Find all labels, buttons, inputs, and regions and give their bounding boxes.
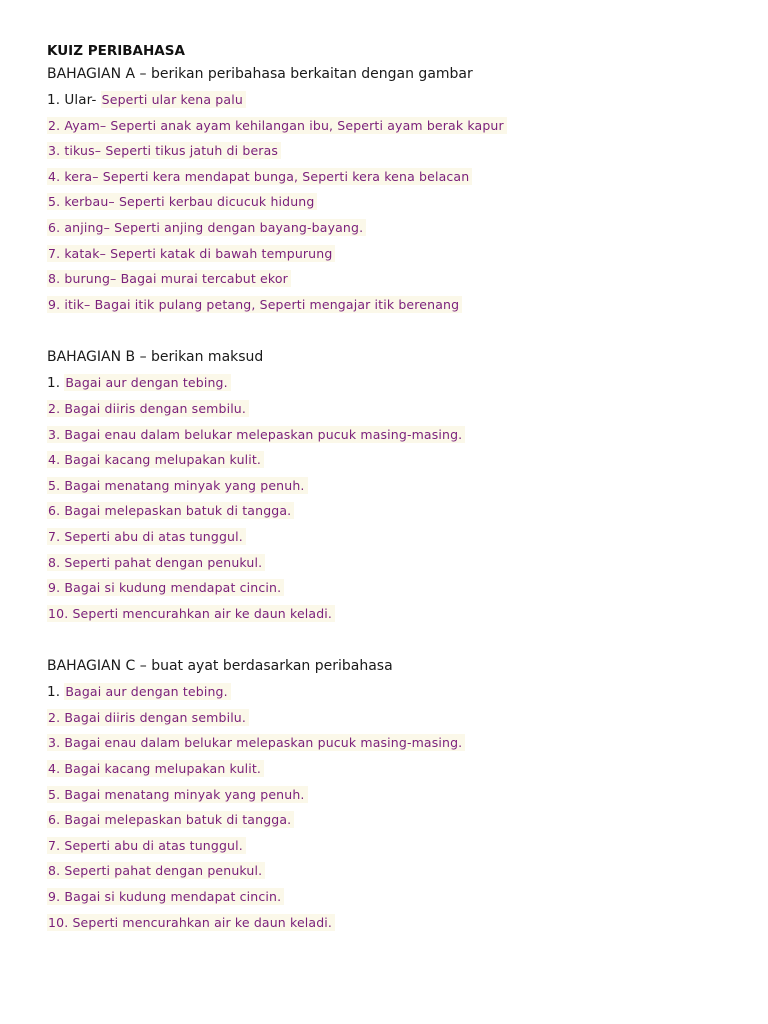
item-number: 6. xyxy=(48,503,61,519)
list-item xyxy=(47,501,737,527)
item-prefix: itik– xyxy=(64,296,91,312)
item-answer: Bagai aur dengan tebing. xyxy=(64,374,230,391)
item-number: 8. xyxy=(48,863,61,879)
document-title: KUIZ PERIBAHASA xyxy=(47,43,185,59)
section-spacer xyxy=(47,629,737,656)
list-item xyxy=(47,913,737,939)
list-item xyxy=(47,578,737,604)
item-answer: Seperti pahat dengan penukul. xyxy=(64,863,263,879)
list-item xyxy=(47,450,737,476)
item-number: 9. xyxy=(48,580,61,596)
list-item xyxy=(47,708,737,734)
item-answer: Seperti abu di atas tunggul. xyxy=(64,528,243,544)
item-number: 8. xyxy=(48,271,61,287)
item-number: 9. xyxy=(48,889,61,905)
section-c xyxy=(47,656,737,938)
section-b-heading: BAHAGIAN B – berikan maksud xyxy=(47,349,264,366)
item-answer: Bagai itik pulang petang, Seperti mengajar itik berenang xyxy=(94,296,460,312)
item-answer: Seperti kerbau dicucuk hidung xyxy=(118,194,315,210)
item-number: 6. xyxy=(48,219,61,235)
section-c-list xyxy=(47,682,737,938)
item-answer: Bagai diiris dengan sembilu. xyxy=(64,709,247,725)
item-answer: Seperti pahat dengan penukul. xyxy=(64,554,263,570)
section-a-list xyxy=(47,90,737,320)
list-item xyxy=(47,733,737,759)
item-number: 2. xyxy=(48,117,61,133)
item-answer: Seperti mencurahkan air ke daun keladi. xyxy=(72,914,333,930)
item-number: 1. xyxy=(47,92,61,108)
list-item xyxy=(47,399,737,425)
list-item xyxy=(47,295,737,321)
list-item xyxy=(47,269,737,295)
list-item xyxy=(47,604,737,630)
section-a-heading: BAHAGIAN A – berikan peribahasa berkaitan dengan gambar xyxy=(47,66,473,82)
item-number: 8. xyxy=(48,554,61,570)
item-number: 4. xyxy=(48,761,61,777)
item-number: 7. xyxy=(48,837,61,853)
item-number: 1. xyxy=(47,375,61,392)
list-item xyxy=(47,527,737,553)
item-prefix: kera– xyxy=(64,168,99,184)
list-item xyxy=(47,836,737,862)
item-answer: Bagai aur dengan tebing. xyxy=(64,683,230,700)
item-answer: Bagai enau dalam belukar melepaskan pucuk masing-masing. xyxy=(64,735,463,751)
list-item xyxy=(47,759,737,785)
item-number: 5. xyxy=(48,786,61,802)
list-item xyxy=(47,682,737,708)
item-number: 10. xyxy=(48,605,69,621)
item-number: 6. xyxy=(48,812,61,828)
list-item xyxy=(47,167,737,193)
item-number: 7. xyxy=(48,245,61,261)
section-a xyxy=(47,64,737,320)
item-prefix: anjing– xyxy=(64,219,111,235)
item-number: 3. xyxy=(48,143,61,159)
item-answer: Seperti abu di atas tunggul. xyxy=(64,837,243,853)
item-number: 4. xyxy=(48,452,61,468)
list-item xyxy=(47,244,737,270)
item-answer: Bagai si kudung mendapat cincin. xyxy=(64,889,282,905)
list-item xyxy=(47,476,737,502)
section-c-heading: BAHAGIAN C – buat ayat berdasarkan peribahasa xyxy=(47,658,393,675)
list-item xyxy=(47,373,737,399)
item-number: 5. xyxy=(48,477,61,493)
item-prefix: Ular- xyxy=(64,92,97,108)
list-item xyxy=(47,553,737,579)
item-answer: Seperti katak di bawah tempurung xyxy=(110,245,333,261)
item-answer: Seperti tikus jatuh di beras xyxy=(105,143,279,159)
list-item xyxy=(47,887,737,913)
item-number: 5. xyxy=(48,194,61,210)
item-answer: Bagai si kudung mendapat cincin. xyxy=(64,580,282,596)
list-item xyxy=(47,218,737,244)
list-item xyxy=(47,810,737,836)
document-page xyxy=(47,42,737,938)
list-item xyxy=(47,861,737,887)
item-answer: Bagai melepaskan batuk di tangga. xyxy=(64,812,292,828)
item-prefix: burung– xyxy=(64,271,117,287)
item-prefix: tikus– xyxy=(64,143,102,159)
item-answer: Bagai enau dalam belukar melepaskan pucuk masing-masing. xyxy=(64,426,463,442)
list-item xyxy=(47,192,737,218)
item-number: 10. xyxy=(48,914,69,930)
list-item xyxy=(47,141,737,167)
item-answer: Bagai kacang melupakan kulit. xyxy=(64,452,262,468)
item-answer: Seperti anak ayam kehilangan ibu, Seperti ayam berak kapur xyxy=(110,117,504,133)
list-item xyxy=(47,425,737,451)
item-answer: Seperti mencurahkan air ke daun keladi. xyxy=(72,605,333,621)
item-answer: Seperti ular kena palu xyxy=(101,91,246,108)
section-b xyxy=(47,347,737,629)
item-answer: Bagai melepaskan batuk di tangga. xyxy=(64,503,292,519)
item-number: 4. xyxy=(48,168,61,184)
item-answer: Bagai menatang minyak yang penuh. xyxy=(64,786,305,802)
item-answer: Bagai diiris dengan sembilu. xyxy=(64,400,247,416)
item-number: 3. xyxy=(48,426,61,442)
item-answer: Bagai murai tercabut ekor xyxy=(120,271,288,287)
item-number: 9. xyxy=(48,296,61,312)
list-item xyxy=(47,116,737,142)
item-number: 3. xyxy=(48,735,61,751)
item-answer: Seperti kera mendapat bunga, Seperti kera kena belacan xyxy=(102,168,470,184)
item-answer: Seperti anjing dengan bayang-bayang. xyxy=(114,219,364,235)
item-prefix: katak– xyxy=(64,245,106,261)
list-item xyxy=(47,90,737,116)
item-number: 2. xyxy=(48,709,61,725)
section-b-list xyxy=(47,373,737,629)
section-spacer xyxy=(47,320,737,347)
item-answer: Bagai menatang minyak yang penuh. xyxy=(64,477,305,493)
item-prefix: Ayam– xyxy=(64,117,107,133)
item-number: 7. xyxy=(48,528,61,544)
item-prefix: kerbau– xyxy=(64,194,115,210)
item-number: 1. xyxy=(47,684,61,701)
list-item xyxy=(47,785,737,811)
item-answer: Bagai kacang melupakan kulit. xyxy=(64,761,262,777)
item-number: 2. xyxy=(48,400,61,416)
